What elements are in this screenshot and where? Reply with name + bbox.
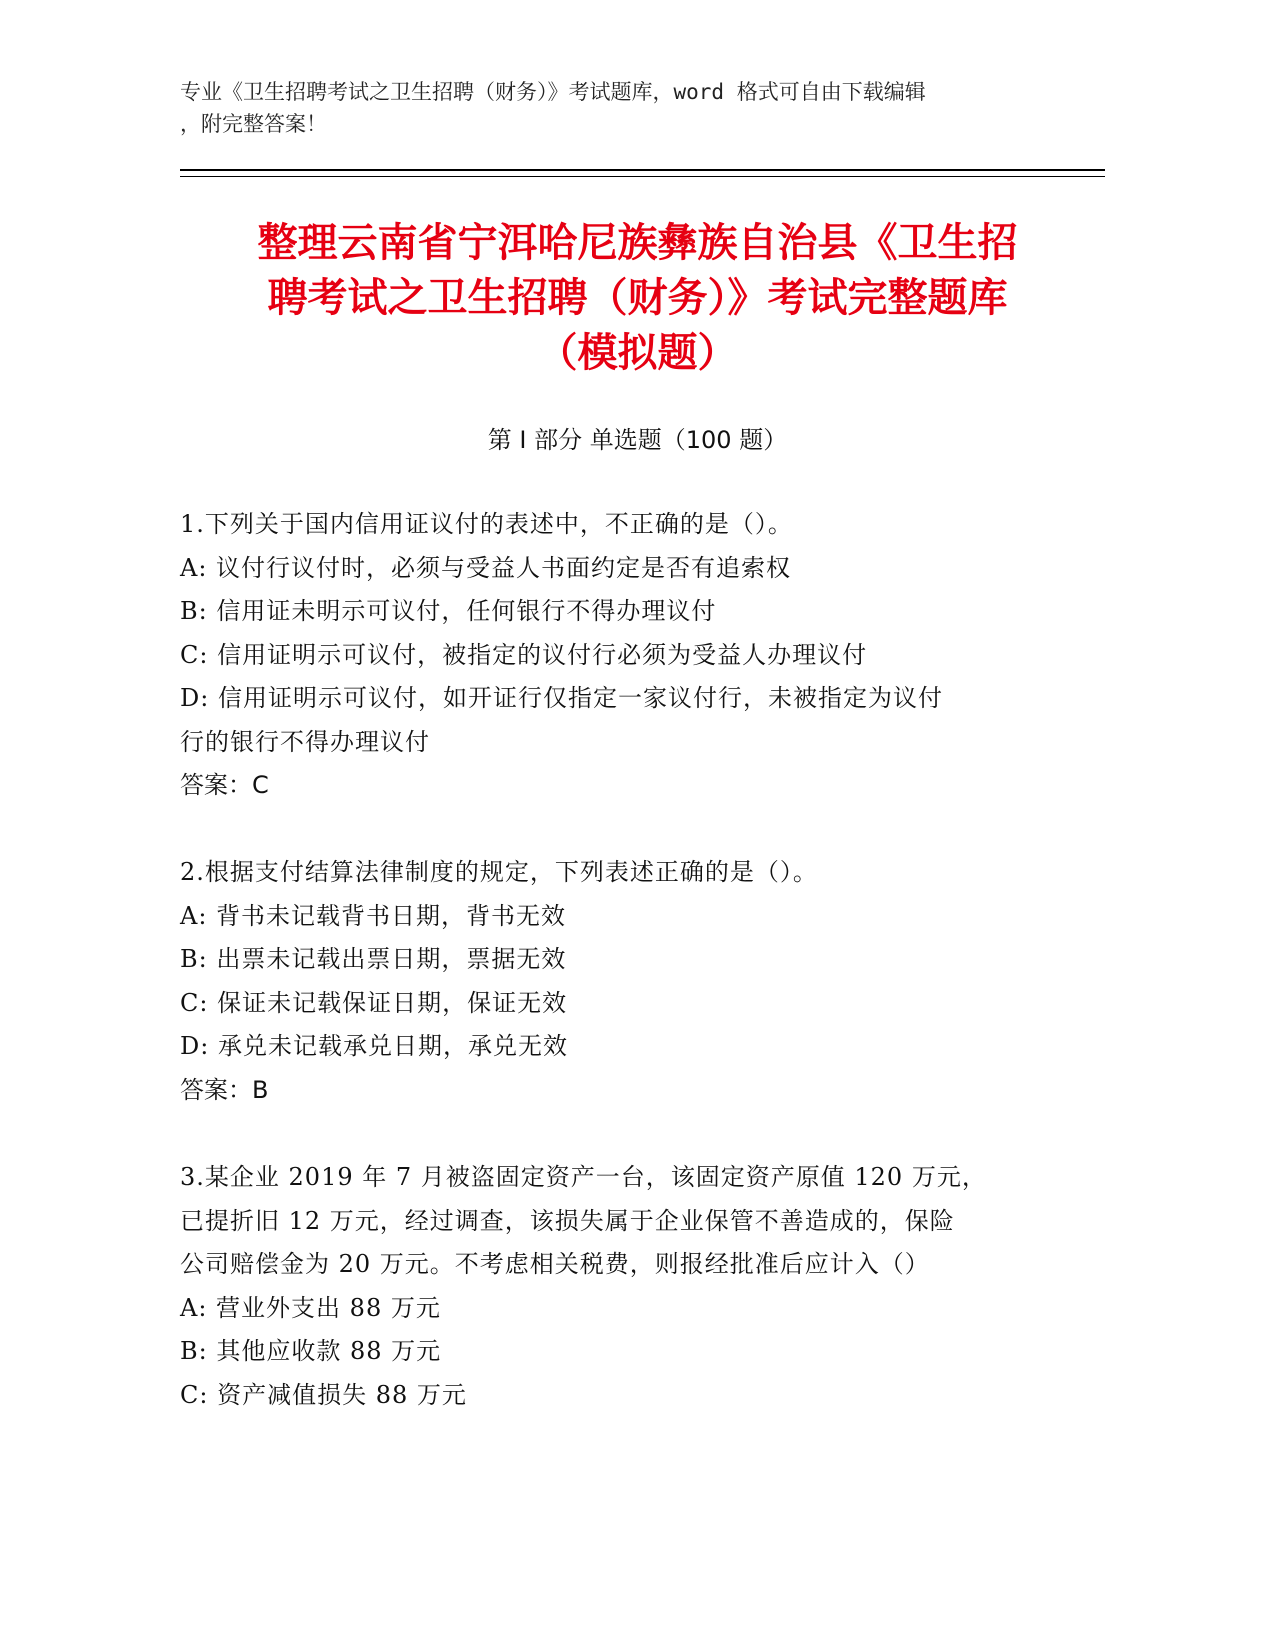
title-line: 整理云南省宁洱哈尼族彝族自治县《卫生招 — [257, 220, 1018, 266]
title-line: 聘考试之卫生招聘（财务）》考试完整题库 — [267, 275, 1008, 321]
option-d: D: 信用证明示可议付，如开证行仅指定一家议付行，未被指定为议付 — [180, 684, 943, 712]
header-note-line: 专业《卫生招聘考试之卫生招聘（财务）》考试题库，word 格式可自由下载编辑 — [180, 80, 926, 104]
option-b: B: 信用证未明示可议付，任何银行不得办理议付 — [180, 597, 717, 625]
answer: 答案：C — [180, 771, 269, 799]
option-a: A: 营业外支出 88 万元 — [180, 1293, 441, 1322]
header-note-line: ，附完整答案！ — [180, 112, 327, 136]
section-heading: 第 I 部分 单选题（100 题） — [487, 426, 788, 454]
option-c: C: 保证未记载保证日期，保证无效 — [180, 988, 568, 1017]
question-2 — [180, 851, 1060, 1112]
header-divider — [180, 169, 1105, 171]
title-line: （模拟题） — [537, 330, 738, 376]
question-1 — [180, 503, 1060, 808]
document-title — [150, 216, 1125, 381]
option-a: A: 背书未记载背书日期，背书无效 — [180, 901, 567, 930]
option-c: C: 信用证明示可议付，被指定的议付行必须为受益人办理议付 — [180, 640, 868, 669]
question-stem: 1.下列关于国内信用证议付的表述中，不正确的是（）。 — [180, 510, 793, 538]
question-stem: 3.某企业 2019 年 7 月被盗固定资产一台，该固定资产原值 120 万元， — [180, 1163, 987, 1191]
question-stem-continued: 公司赔偿金为 20 万元。不考虑相关税费，则报经批准后应计入（） — [180, 1250, 930, 1278]
option-c: C: 资产减值损失 88 万元 — [180, 1380, 467, 1409]
header-divider-thin — [180, 176, 1105, 177]
option-b: B: 出票未记载出票日期，票据无效 — [180, 945, 567, 973]
header-note — [180, 76, 1060, 140]
option-d-continued: 行的银行不得办理议付 — [180, 727, 430, 756]
question-stem: 2.根据支付结算法律制度的规定，下列表述正确的是（）。 — [180, 858, 818, 886]
option-a: A: 议付行议付时，必须与受益人书面约定是否有追索权 — [180, 553, 792, 582]
question-3 — [180, 1156, 1060, 1417]
answer: 答案：B — [180, 1075, 269, 1104]
option-d: D: 承兑未记载承兑日期，承兑无效 — [180, 1032, 568, 1060]
question-stem-continued: 已提折旧 12 万元，经过调查，该损失属于企业保管不善造成的，保险 — [180, 1206, 955, 1235]
option-b: B: 其他应收款 88 万元 — [180, 1337, 442, 1365]
